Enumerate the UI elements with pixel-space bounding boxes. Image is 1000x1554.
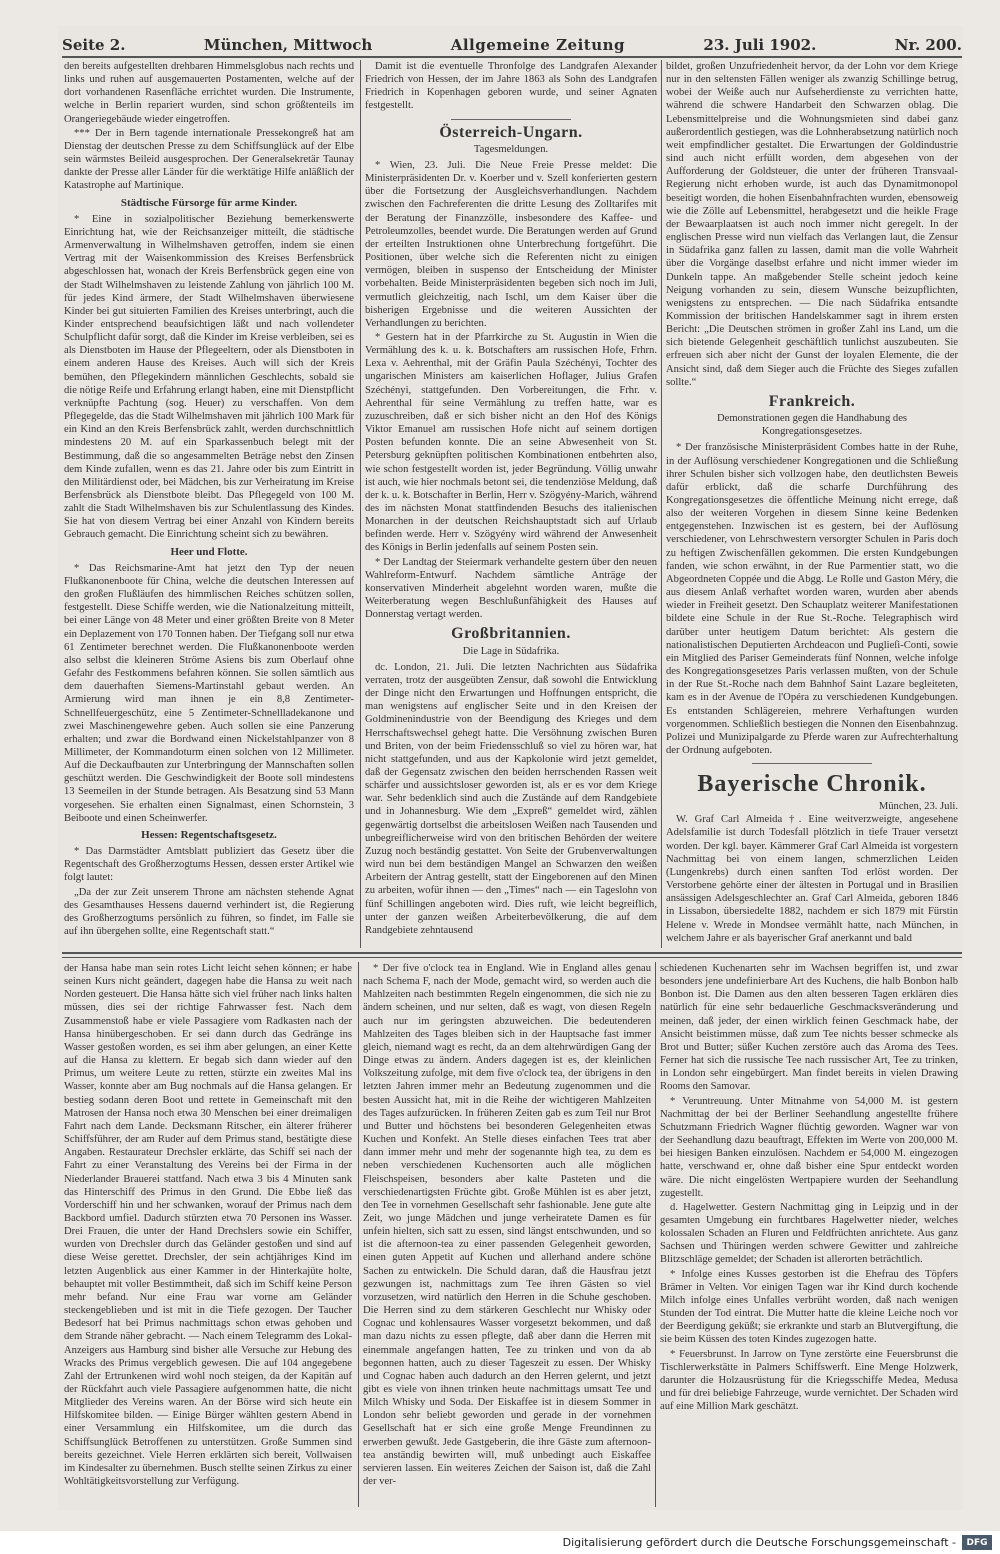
page-header — [62, 30, 962, 58]
article-text: d. Hagelwetter. Gestern Nachmittag ging in Leipzig und in der gesamten Umgebung ein furchtbares Hagelwetter nieder, welches kolossalen Schaden an Fluren und Feldfrüchten anrichtete. Aus ganz Sachsen und Thüringen werden schwere Gewitter und zahlreiche Blitzschläge gemeldet; der Schaden ist allerorten beträchtlich. — [660, 1201, 958, 1266]
separator — [451, 119, 571, 120]
column-1 — [64, 60, 354, 948]
column-rule — [655, 962, 656, 1507]
article-text: * Der französische Ministerpräsident Combes hatte in der Ruhe, in der Auflösung verschiedener Kongregationen und die Schließung ihrer Schulen bisher sich vollzogen habe, den deutlichsten Beweis dafür erblickt, daß die scharfe Durchführung des Kongregationsgesetzes die öffentliche Meinung nicht errege, daß also der weiteren Vorgehen in diesem Sinne keine Bedenken entgegenstehen. Inzwischen ist es gestern, bei der Auflösung verschiedener, von Lehrschwestern versorgter Schulen in Paris doch zu heftigen Zwischenfällen gekommen. Die ersten Kundgebungen fanden, wie schon erwähnt, in der Rue Parmentier statt, wo die Abgeordneten Coppée und die Abgg. Le Rolle und Gaston Méry, die aus diesem Anlaß verhaftet worden waren, wurden aber abends wieder in Freiheit gesetzt. Den Schauplatz weiterer Manifestationen bildete eine Schule in der Rue St.-Roche. Telegraphisch wird darüber unter heutigem Datum berichtet: Als gestern die nationalistischen Deputierten Archdeacon und Puglieſi-Conti, sowie ein Mitglied des Pariser Gemeinderats fünf Nonnen, welche infolge des Kongregationsgesetzes Paris verlassen mußten, von der Schule in der Rue St.-Roche nach dem Bahnhof Saint Lazare begleiteten, kam es in der Avenue de l'Opéra zu verschiedenen Kundgebungen. Es entstanden Schlägereien, mehrere Verhaftungen wurden vorgenommen. Schließlich bestiegen die Nonnen den Eisenbahnzug. Polizei und Munizipalgarde zu Pferde waren zur Aufrechterhaltung der Ordnung aufgeboten. — [666, 442, 958, 756]
column-6 — [660, 962, 958, 1507]
column-5 — [363, 962, 651, 1507]
section-heading: Hessen: Regentschaftsgesetz. — [141, 828, 277, 841]
article-text: * Der Landtag der Steiermark verhandelte gestern über den neuen Wahlreform-Entwurf. Nachdem sämtliche Anträge der konservativen Minderheit abgelehnt worden waren, mußte die Weiterberatung wegen Beschlußunfähigkeit des Hauses auf Donnerstag vertagt werden. — [365, 556, 657, 621]
dateline: München, 23. Juli. — [878, 801, 958, 813]
article-text: * Veruntreuung. Unter Mitnahme von 54,000 M. ist gestern Nachmittag der bei der Berliner Seehandlung angestellte frühere Schutzmann Friedrich Wagner flüchtig geworden. Wagner war von der Seehandlung dazu beauftragt, Effekten im Werte von 200,000 M. bei hiesigen Banken einzulösen. Nachdem er 54,000 M. eingezogen hatte, verschwand er, ohne daß bisher eine Spur entdeckt worden wäre. Die nicht eingelösten Wertpapiere wurden der Seehandlung zugestellt. — [660, 1095, 958, 1199]
article-quote: „Da der zur Zeit unserem Throne am nächsten stehende Agnat des Gesamthauses Hessens dauernd verhindert ist, die Regierung des Großherzogtums persönlich zu führen, so findet, im Falle sie auf ihn übergehen sollte, eine Regentschaft statt.“ — [64, 886, 354, 937]
column-rule — [661, 60, 662, 948]
article-text: den bereits aufgestellten drehbaren Himmelsglobus nach rechts und links und ruhen auf ausgemauerten Postamenten, welche auf der dort vorhandenen Rasenfläche errichtet wurden. Die Instrumente, welche in Berlin repariert wurden, sind schon größtenteils im Orangeriegebäude wieder eingetroffen. — [64, 61, 354, 125]
chronicle-heading: Bayerische Chronik. — [697, 771, 927, 798]
article-text: *** Der in Bern tagende internationale Pressekongreß hat am Dienstag der deutschen Presse zu dem Schiffsunglück auf der Elbe sein wärmstes Beileid ausgesprochen. Der Generalsekretär Taunay dankte der Presse aller Länder für die werktätige Hilfe anläßlich der Katastrophe auf Martinique. — [64, 127, 354, 192]
article-text: * Gestern hat in der Pfarrkirche zu St. Augustin in Wien die Vermählung des k. u. k. Botschafters am russischen Hofe, Frhrn. Lexa v. Aehrenthal, mit der Gräfin Paula Széchényi, Tochter des ungarischen Ministers am kaiserlichen Hoflager, Julius Grafen Széchényi, stattgefunden. Den Vorbereitungen, die Frhr. v. Aehrenthal für seine Vermählung zu treffen hatte, war es zuzuschreiben, daß er sich bisher nicht an den Hof des Königs Viktor Emanuel am russischen Hofe nicht auf seinem dortigen Posten befunden konnte. Die an seine Abwesenheit von St. Petersburg geknüpften politischen Kombinationen entbehrten also, wie schon festgestellt worden ist, jeder Begründung. Völlig unwahr ist auch, wie hier nochmals betont sei, die tendenziöse Meldung, daß der k. u. k. Botschafter in Berlin, Herr v. Szögyény-Marich, während des im nächsten Monat stattfindenden Besuchs des italienischen Monarchen in der deutschen Reichshauptstadt sich auf Urlaub befinden werde. Herr v. Szögyény wird während der Anwesenheit des Königs in Berlin jedenfalls auf seinem Posten sein. — [365, 331, 657, 554]
article-text: Damit ist die eventuelle Thronfolge des Landgrafen Alexander Friedrich von Hessen, der im Jahre 1863 als Sohn des Landgrafen Friedrich in Kopenhagen geboren wurde, und seiner Agnaten festgestellt. — [365, 61, 657, 112]
section-heading: Heer und Flotte. — [170, 545, 248, 558]
column-4 — [64, 962, 352, 1507]
footer-credit: Digitalisierung gefördert durch die Deutsche Forschungsgemeinschaft - — [562, 1536, 956, 1549]
header-date: 23. Juli 1902. — [703, 36, 817, 54]
article-text: * Wien, 23. Juli. Die Neue Freie Presse meldet: Die Ministerpräsidenten Dr. v. Koerber und v. Szell konferierten gestern über die Fortsetzung der Ausgleichsverhandlungen. Nachdem zwischen den Fachreferenten die dritte Lesung des Zolltarifes mit der Beratung der Finanzzölle, insbesondere des Kaffee- und Petroleumzolles, beendet wurde. Die Beratungen werden auf Grund der erteilten Instruktionen ohne Unterbrechung fortgeführt. Die Positionen, über welche sich die Referenten nicht zu einigen vermögen, bleiben in suspenso der Entscheidung der Minister vorbehalten. Beide Ministerpräsidenten begeben sich noch im Juli, vermutlich gleichzeitig, nach Ischl, um dem Kaiser über die bisherigen Ergebnisse und die weiteren Aussichten der Verhandlungen zu berichten. — [365, 159, 657, 329]
column-rule — [358, 962, 359, 1507]
issue-number: Nr. 200. — [894, 36, 962, 54]
subheading: Demonstrationen gegen die Handhabung des Kongregationsgesetzes. — [716, 413, 908, 438]
article-text: schiedenen Kuchenarten sehr im Wachsen begriffen ist, und zwar besonders jene undefinierbare Art des Kuchens, die halb Bonbon halb Bonbon ist. Die Damen aus den alten besseren Tagen erklären dies natürlich für eine sehr bedauerliche Geschmacksveränderung und meinen, daß jeder, der einen wirklich feinen Geschmack habe, der Ansicht beistimmen müsse, daß zum Tee nichts besser schmecke als Brot und Butter; süßer Kuchen zerstöre auch das Aroma des Tees. Ferner hat sich die russische Tee nach russischer Art, Tee zu trinken, in London sehr eingebürgert. Man findet bereits in vielen Drawing Rooms den Samovar. — [660, 963, 958, 1093]
article-text: W. Graf Carl Almeida †. Eine weitverzweigte, angesehene Adelsfamilie ist durch Todesfall plötzlich in tiefe Trauer versetzt worden. Der kgl. bayer. Kämmerer Graf Carl Almeida ist vorgestern Nachmittag bei von einem langen, schmerzlichen Leiden (Lungenkrebs) durch einen sanften Tod erlöst worden. Der Verstorbene gehörte einer der ältesten in Portugal und in Brasilien ansässigen Adelsgeschlechter an. Graf Carl Almeida, geboren 1846 in Lissabon, übersiedelte 1882, nachdem er sich 1879 mit Fürstin Helene v. Wrede in Mondsee vermählt hatte, nach München, in welchem Jahre er als bayerischer Graf anerkannt und bald — [666, 814, 958, 944]
separator — [752, 763, 872, 764]
subheading: Tagesmeldungen. — [473, 143, 549, 155]
section-heading: Großbritannien. — [451, 625, 571, 643]
dfg-logo-icon[interactable]: DFG — [962, 1535, 992, 1550]
column-rule — [360, 60, 361, 948]
section-divider — [62, 957, 962, 958]
article-text: * Eine in sozialpolitischer Beziehung bemerkenswerte Einrichtung hat, wie der Reichsanzeiger mitteilt, die städtische Armenverwaltung in Wilhelmshaven getroffen, indem sie einen Vertrag mit der Waisenkommission des Kreises Berfensbrück abgeschlossen hat, wonach der Kreis Berfensbrück gegen eine von der Stadt Wilhelmshaven zu leistende Zahlung von jährlich 100 M. für jedes Kind ärmere, der Stadt Wilhelmshaven überwiesene Kinder bei gut situierten Familien des Kreises unterbringt, auch die Kinder entsprechend beaufsichtigen läßt und nach vollendeter Schulpflicht dafür sorgt, daß die Kinder im Kreise verbleiben, sei es als Dienstboten im Hause der Pflegeeltern, oder als Dienstboten in einem anderen Hause des Kreises. Auch will sich der Kreis bemühen, den Pflegekindern männlichen Geschlechts, sobald sie die nötige Reife und Erfahrung erlangt haben, eine mit Dienstpflicht verknüpfte Pachtung (sog. Heuer) zu verschaffen. Von dem Pflegegelde, das die Stadt Wilhelmshaven mit jährlich 100 Mark für ein Kind an den Kreis Berfensbrück zahlt, werden durchschnittlich mindestens 20 M. auf ein Sparkassenbuch belegt mit der Bestimmung, daß die so angesammelten Beträge nebst den Zinsen dem Kinde zufallen, wenn es das 21. Jahre oder bis zum Eintritt in den Militärdienst oder, bei Mädchen, bis zur Verheiratung im Kreise Berfensbrück als Dienstbote bleibt. Das Pflegegeld von 100 M. zahlt die Stadt Wilhelmshaven bis zur Schulentlassung des Kindes. Sie hat von diesem Vertrag bei einer Anzahl von Kindern bereits Gebrauch gemacht. Die Einrichtung scheint sich zu bewähren. — [64, 213, 354, 541]
section-divider — [62, 952, 962, 954]
digitization-footer — [0, 1531, 1000, 1554]
column-2 — [365, 60, 657, 948]
article-text: der Hansa habe man sein rotes Licht leicht sehen können; er habe seinen Kurs nicht geändert, dagegen habe die Hansa zu weit nach Norden gesteuert. Die Hansa hätte sich viel früher nach links halten müssen, dies sei der richtige Fahrwasser fest. Nach dem Zusammenstoß habe er viele Passagiere vom Radkasten nach der Hansa hinübergeschoben. Er sei dann durch das Gedränge ins Wasser gestoßen worden, es sei ihm aber gelungen, an einer Kette auf die Hansa zu klettern. Er begab sich dann wieder auf den Primus, um weitere Leute zu retten, stürzte ein zweites Mal ins Wasser, konnte aber am Bug nochmals auf die Hansa gelangen. Er bestieg sodann deren Boot und rettete in Gemeinschaft mit den Matrosen der Hansa noch etwa 30 Menschen bei einer dreimaligen Fahrt nach dem Lande. Decksmann Ritscher, ein älterer früherer Schiffsführer, der am Ruder auf dem Primus stand, bestätigte diese Angaben. Restaurateur Drechsler erklärte, das Schiff sei nach der Fahrt zu einer Veranstaltung des Vereins bei der Firma in der Niederlander Brauerei stattfand. Nach etwa 3 bis 4 Minuten sank das Hinterschiff des Primus in den Grund. Die Ebbe ließ das Vorderschiff hin und her schwanken, worauf der Primus nach dem Backbord umfiel. Dadurch stürzten etwa 70 Personen ins Wasser. Drei Frauen, die unter der Hand Drechslers sowie ein Schiffer, wurden von Drechsler durch das Geländer gestoßen und sind auf diese Weise gerettet. Drechsler, der sein achtjähriges Kind im letzten Augenblick aus einer Kammer in der Hinterkajüte holte, behauptet mit voller Bestimmtheit, daß sich im Schiff keine Person mehr befand. Nur eine Frau war vorne am Geländer steckengeblieben und ist mit in die Tiefe gezogen. Der Taucher Bedesorf hat bei Primus nachmittags schon etwas gehoben und dem Strande näher gebracht. — Nach einem Telegramm des Lokal-Anzeigers aus Hamburg sind bisher alle Versuche zur Hebung des Wracks des Primus vergeblich gewesen. Die auf 104 angegebene Zahl der Ertrunkenen wird wohl noch steigen, da der Kapitän auf der Rückfahrt auch viele Passagiere aufgenommen hatte, die nicht Mitglieder des Vereins waren. An der Börse wird sich heute ein Hilfskomitee bilden. — Einige Bürger wählten gestern Abend in einer Versammlung ein Hilfskomitee, um die durch das Schiffsunglück Betroffenen zu unterstützen. Große Summen sind bereits gezeichnet. Viele Herren erklärten sich bereit, Vollwaisen im Kindesalter zu übernehmen. Busch stellte seinen Zirkus zu einer Wohltätigkeitsvorstellung zur Verfügung. — [64, 963, 352, 1488]
article-text: * Der five o'clock tea in England. Wie in England alles genau nach Schema F, nach der Mode, gemacht wird, so werden auch die Mahlzeiten nach bestimmten Regeln eingenommen, die sich nie zu ändern scheinen, und nur selten, daß es wagt, von diesen Regeln auch nur im geringsten abzuweichen. Die bedeutenderen Mahlzeiten des Tages bleiben sich in der Hauptsache fast immer gleich, niemand wagt es recht, da an dem altehrwürdigen Gang der Dinge etwas zu ändern. Anders dagegen ist es, der kleinlichen Volkszeitung zufolge, mit dem five o'clock tea, der übrigens in den letzten Jahren immer mehr an Bedeutung zugenommen und die besten Aussicht hat, mit in die Reihe der wichtigeren Mahlzeiten des Tages aufzurücken. In früheren Zeiten gab es zum Teil nur Brot und Butter und höchstens bei besonderen Gelegenheiten etwas Kuchen und Konfekt. An Stelle dieses einfachen Tees trat aber dann immer mehr und mehr der sogenannte high tea, zu dem es neben verschiedenen Kuchensorten auch alle möglichen Fleischspeisen, besonders aber kalte Pasteten und die verschiedenartigsten Früchte gibt. Große Mühlen ist es aber jetzt, den Tee in vornehmen Gesellschaft sehr fashionable. Jene gute alte Zeit, wo junge Mädchen und junge verheiratete Damen es für unfein hielten, sich satt zu essen, sind längst entschwunden, und so ist die afternoon-tea zu einer passenden Gelegenheit geworden, einen guten Appetit auf Kuchen und allerhand andere schöne Sachen zu entwickeln. Die Schuld daran, daß die Hausfrau jetzt gezwungen ist, nachmittags zum Tee ihren Gästen so viel vorzusetzen, wird natürlich den Herren in die Schuhe geschoben. Die Herren sind zu dem stärkeren Geschlecht nur Whisky oder Cognac und kohlensaures Wasser vorgesetzt bekommen, und daß man dazu nichts zu essen pflegte, daß aber dann die Herren mit einemmale angefangen hatten, Tee zu trinken und von da ab begonnen hatten, auch zu dieser Tageszeit zu essen. Der Whisky und Cognac haben auch dadurch an den Herren gelernt, und jetzt gibt es viele von ihnen trinken heute nachmittags umsatt Tee und Milch Whisky und Soda. Der Eiskaffee ist in diesem Sommer in London sehr beliebt geworden und gerade in der vornehmen Gesellschaft hat er sich eine große Menge Freundinnen zu erwerben gewußt. Jede Gastgeberin, die ihre Gäste zum afternoon-tea anständig bewirten will, muß unbedingt auch Eiskaffee servieren lassen. Ein weiteres Zeichen der Saison ist, daß die Zahl der ver- — [363, 963, 651, 1488]
section-heading: Städtische Fürsorge für arme Kinder. — [120, 196, 298, 209]
article-text: * Infolge eines Kusses gestorben ist die Ehefrau des Töpfers Brämer in Velten. Vor einigen Tagen war ihr Kind durch kochende Milch infolge eines Unfalles verbrüht worden, daß nach wenigen Stunden der Tod eintrat. Die Mutter hatte die kleine Leiche noch vor der Beerdigung geküßt; sie erkrankte und starb an Blutvergiftung, die sie beim Küssen des toten Kindes zugezogen hatte. — [660, 1268, 958, 1346]
section-heading: Frankreich. — [768, 392, 856, 410]
page-number: Seite 2. — [62, 36, 126, 54]
article-text: * Feuersbrunst. In Jarrow on Tyne zerstörte eine Feuersbrunst die Tischlerwerkstätte in Palmers Schiffswerft. Eine Menge Holzwerk, darunter die Holzausrüstung für die Kriegsschiffe Medea, Medusa und für drei beliebige Fahrzeuge, wurde vernichtet. Der Schaden wird auf eine Million Mark geschätzt. — [660, 1348, 958, 1413]
newspaper-title: Allgemeine Zeitung — [450, 36, 625, 54]
article-text: bildet, großen Unzufriedenheit hervor, da der Lohn vor dem Kriege nur in den seltensten Fällen weniger als zwanzig Schillinge betrug, wobei der Weiße auch nur Aufseherdienste zu verrichten hatte, während die schwere Handarbeit den Schwarzen oblag. Die Lebensmittelpreise und die Wohnungsmieten sind dabei ganz außerordentlich gestiegen, was die Lohnherabsetzung natürlich noch weit empfindlicher gestaltet. Die Erwartungen der Goldindustrie sind auch nicht erfüllt worden, dem abgesehen von der Aufforderung der Goldsteuer, die unter der früheren Transvaal-Regierung nicht erhoben wurde, ist auch das Dynamitmonopol beseitigt worden, die hohen Eisenbahnfrachten wurden, ebensoweig wie die Zölle auf Lebensmittel, herabgesetzt und die heikle Frage der Bewaarplaatsen ist auch noch immer nicht geregelt. In der englischen Presse wird nun vielfach das Verlangen laut, die Zensur in Südafrika ganz fallen zu lassen, damit man die volle Wahrheit über die Vorgänge daselbst erfahre und nicht immer wieder im Dunkeln tappe. An maßgebender Stelle scheint jedoch keine Neigung vorhanden zu sein, diesem Wunsche beizupflichten, wenigstens zu entsprechen. — Die nach Südafrika entsandte Kommission der britischen Handelskammer sagt in ihrem ersten Bericht: „Die Deutschen strömen in großer Zahl ins Land, um die sich bietende Gelegenheit geschäftlich tunlichst auszubeuten. Sie erfreuen sich aber nicht der Gunst der loyalen Elemente, die der Ansicht sind, daß dem Sieger auch die Früchte des Sieges zufallen sollte.“ — [666, 61, 958, 388]
subheading: Die Lage in Südafrika. — [462, 645, 560, 657]
section-heading: Österreich-Ungarn. — [439, 123, 583, 141]
article-text: dc. London, 21. Juli. Die letzten Nachrichten aus Südafrika verraten, trotz der ausgeübten Zensur, daß sowohl die Entwicklung der Dinge nicht den Erwartungen und Hoffnungen entspricht, die man wenigstens auf englischer Seite und in den Kreisen der Goldminenindustrie von der Beendigung des Krieges und dem Herrschaftswechsel gehegt hatte. Die Versöhnung zwischen Buren und Briten, von der beim Friedensschluß so viel zu hören war, hat nicht stattgefunden, und aus der Kapkolonie wird jetzt gemeldet, daß der Gegensatz zwischen den beiden herrschenden Rassen weit schärfer und aussichtsloser geworden ist, als er es vor dem Kriege war. Sehr bedenklich sind auch die Zustände auf dem Randgebiete und in Johannesburg. Wie dem „Expreß“ gemeldet wird, zählen gegenwärtig dortselbst die arbeitslosen Weißen nach Tausenden und unbegreiflicherweise wird von den britischen Behörden der weitere Zuzug noch beständig gestattet. Von Seite der Grubenverwaltungen wird nun bei dem beständigen Mangel an Schwarzen den weißen Arbeitern der Antrag gestellt, statt der Eingeborenen auf den Minen zu arbeiten, wofür ihnen — den „Times“ nach — ein Tageslohn von fünf Schillingen angeboten wird. Dies ruft, wie leicht begreiflich, unter der ganzen weißen Arbeiterbevölkerung, die auf dem Randgebiete zehntausend — [365, 661, 657, 936]
article-text: * Das Reichsmarine-Amt hat jetzt den Typ der neuen Flußkanonenboote für China, welche die deutschen Interessen auf den großen Flußläufen des himmlischen Reiches schützen sollen, festgestellt. Diese Schiffe werden, wie die Nationalzeitung mitteilt, bei einer Länge von 48 Meter und einer größten Breite von 8 Meter ein Deplazement von 170 Tonnen haben. Der Tiefgang soll nur etwa 61 Zentimeter berechnet werden. Die Flußkanonenboote werden also selbst die kleineren Ströme Asiens bis zum Oberlauf ohne Gefahr des Festkommens befahren können. Sie sollen sämtlich aus dem dauerhaften Siemens-Martinstahl gebaut werden. An Armierung wird man ihnen je ein 8,8 Zentimeter-Schnellfeuergeschütz, eine 5 Zentimeter-Schnellladekanone und zwei Maschinengewehre geben. Auch sollen sie eine Panzerung erhalten; und zwar die Bordwand einen Nickelstahlpanzer von 8 Millimeter, der Kommandoturm einen solchen von 12 Millimeter. Auf die Deckaufbauten zur Unterbringung der Mannschaften sollen geschützt werden. Die Geschwindigkeit der Boote soll mindestens 13 Seemeilen in der Stunde betragen. Als Besatzung sind 53 Mann vorgesehen. Sie erhalten einen Signalmast, einen Schornstein, 3 Beiboote und einen Scheinwerfer. — [64, 562, 354, 824]
column-3 — [666, 60, 958, 948]
article-text: * Das Darmstädter Amtsblatt publiziert das Gesetz über die Regentschaft des Großherzogtums Hessen, dessen erster Artikel wie folgt lautet: — [64, 846, 354, 884]
header-place: München, Mittwoch — [203, 36, 373, 54]
